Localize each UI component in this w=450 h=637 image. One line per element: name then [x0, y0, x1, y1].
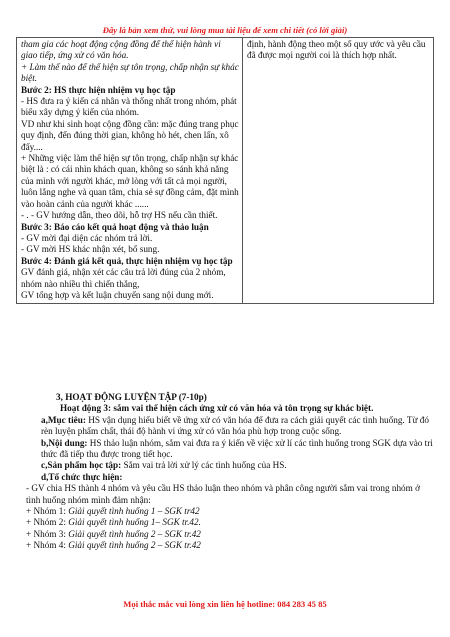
step2-line: - . - GV hướng dẫn, theo dõi, hỗ trợ HS nếu cần thiết. — [21, 210, 218, 221]
content-paragraph — [16, 438, 436, 461]
group-task: Giải quyết tình huống 2 – SGK tr.42 — [68, 528, 201, 539]
organization-text: - GV chia HS thành 4 nhóm và yêu cầu HS thảo luận theo nhóm và phân công người sắm vai trong nhóm ở tình huống nhóm mình đảm nhận: — [26, 483, 420, 505]
lesson-plan-table — [16, 37, 434, 304]
intro-line: tham gia các hoạt động cộng đồng để thể hiện hành vi giao tiếp, ứng xử có văn hóa. — [21, 39, 221, 61]
section-heading: 3, HOẠT ĐỘNG LUYỆN TẬP (7-10p) — [56, 392, 207, 402]
product-label: c,Sản phẩm học tập: — [41, 460, 122, 471]
teacher-activities-cell — [17, 38, 243, 304]
objective-paragraph — [16, 415, 436, 438]
step4-line: GV tổng hợp và kết luận chuyển sang nội dung mới. — [21, 289, 214, 300]
result-text: định, hành động theo một số quy ước và yêu cầu đã được mọi người coi là thích hợp nhất. — [247, 39, 426, 61]
group-label: + Nhóm 4: — [26, 540, 69, 551]
preview-notice-banner: Đây là bản xem thử, vui lòng mua tài liệu để xem chi tiết (có lời giải) — [102, 25, 348, 35]
step3-line: - GV mời đại diện các nhóm trả lời. — [21, 232, 153, 243]
objective-label: a,Mục tiêu: — [41, 414, 86, 425]
group-label: + Nhóm 3: — [26, 528, 69, 539]
step2-line: VD như khi sinh hoạt cộng đồng cần: mặc đúng trang phục quy định, đến đúng thời gian, không hò hét, chen lấn, xô đẩy.... — [21, 118, 239, 152]
step3-title: Bước 3: Báo cáo kết quả hoạt động và thảo luận — [21, 221, 209, 232]
step2-title: Bước 2: HS thực hiện nhiệm vụ học tập — [21, 84, 176, 95]
step3-line: - GV mời HS khác nhận xét, bổ sung. — [21, 244, 160, 255]
group-label: + Nhóm 2: — [26, 517, 69, 528]
group-task: Giải quyết tình huống 2 – SGK tr.42 — [68, 540, 201, 551]
activity-title: Hoạt động 3: sắm vai thể hiện cách ứng xử có văn hóa và tôn trọng sự khác biệt. — [60, 403, 374, 414]
group-item — [16, 517, 436, 528]
content-label: b,Nội dung: — [41, 437, 88, 448]
hotline-contact-banner: Mọi thắc mắc vui lòng xin liên hệ hotline: 084 283 45 85 — [123, 599, 327, 609]
objective-text: HS vận dụng hiểu biết về ứng xử có văn hóa để đưa ra cách giải quyết các tình huống. Từ đó rèn luyện phẩm chất, thái độ hành vi ứng xử có văn hóa phù hợp trong cuộc sống. — [41, 414, 429, 437]
expected-results-cell — [243, 38, 434, 304]
table-row — [17, 38, 434, 304]
step4-title: Bước 4: Đánh giá kết quả, thực hiện nhiệm vụ học tập — [21, 255, 233, 266]
organization-label: d,Tổ chức thực hiện: — [41, 471, 123, 482]
group-item — [16, 529, 436, 540]
group-item — [16, 540, 436, 551]
group-task: Giải quyết tình huống 1 – SGK tr42 — [68, 506, 200, 517]
product-paragraph — [16, 460, 436, 471]
group-item — [16, 506, 436, 517]
step2-line: + Những việc làm thể hiện sự tôn trọng, chấp nhận sự khác biệt là : có cái nhìn khách quan, không so sánh khả năng của mình với người khác, mở lòng với tất cả mọi người, luôn lắng nghe và quan tâm, chia sẻ sự đồng cảm, đặt mình vào hoàn cảnh của người khác ...... — [21, 153, 239, 209]
practice-section — [16, 392, 436, 552]
step2-line: - HS đưa ra ý kiến cá nhân và thống nhất trong nhóm, phát biểu xây dựng ý kiến của nhóm. — [21, 96, 237, 118]
step4-line: GV đánh giá, nhận xét các câu trả lời đúng của 2 nhóm, nhóm nào nhiều thì chiến thắng, — [21, 267, 226, 289]
group-label: + Nhóm 1: — [26, 506, 69, 517]
group-task: Giải quyết tình huống 1– SGK tr.42. — [68, 517, 201, 528]
content-text: HS thảo luận nhóm, sắm vai đưa ra ý kiến về việc xử lí các tình huống trong SGK dựa vào tri thức đã tiếp thu được trong tiết học. — [41, 437, 433, 460]
product-text: Sắm vai trả lời xử lý các tình huống của HS. — [121, 460, 287, 471]
intro-line: + Làm thế nào để thể hiện sự tôn trọng, chấp nhận sự khác biệt. — [21, 61, 239, 84]
